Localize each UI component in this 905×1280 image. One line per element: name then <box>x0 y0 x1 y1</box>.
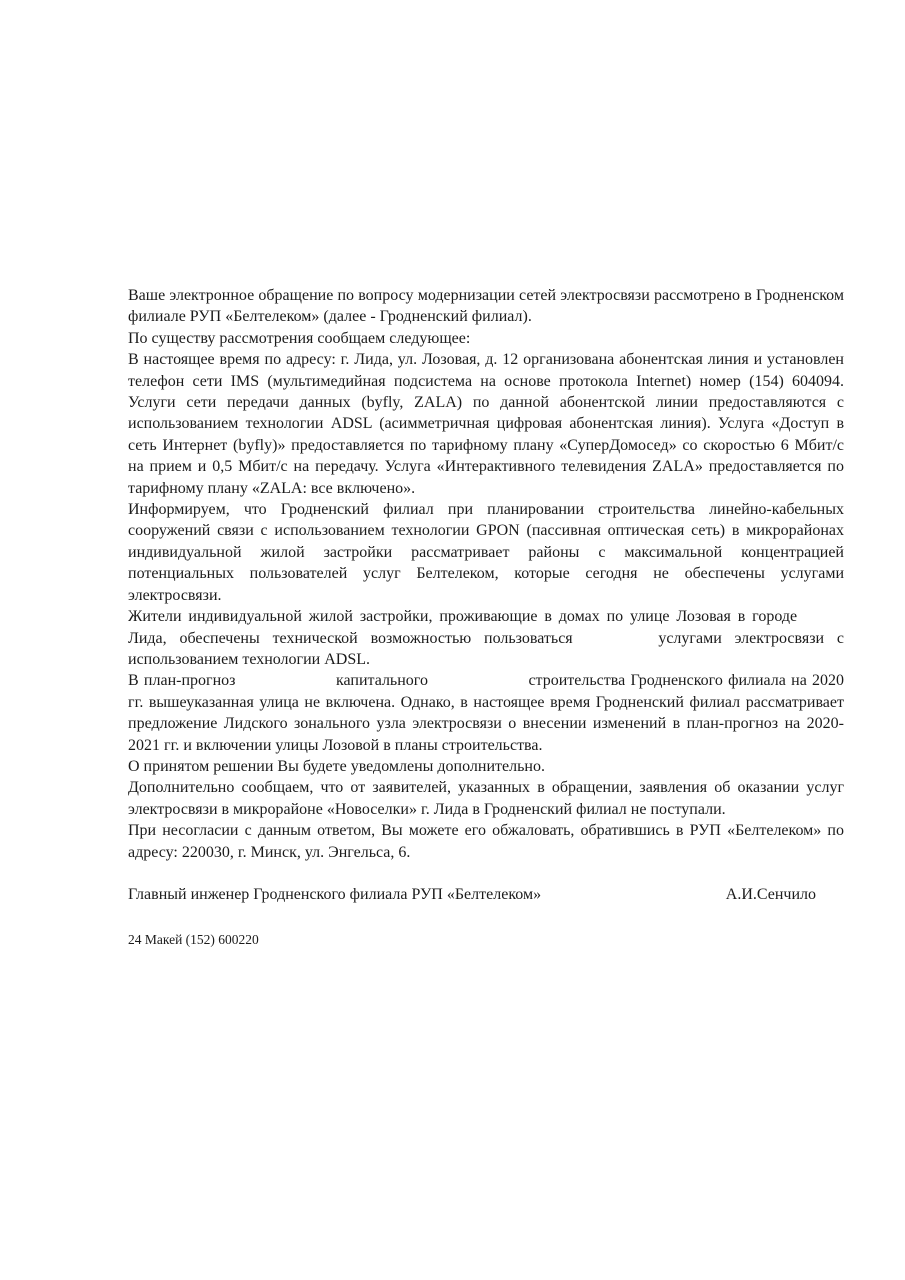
executor-note: 24 Макей (152) 600220 <box>128 932 259 948</box>
paragraph-current-services: В настоящее время по адресу: г. Лида, ул. Лозовая, д. 12 организована абонентская линия и установлен телефон сети IMS (мультимедийная подсистема на основе протокола Internet) номер (154) 604094. Услуги сети передачи данных (byfly, ZALA) по данной абонентской линии предоставляются с использованием технологии ADSL (асимметричная цифровая абонентская линия). Услуга «Доступ в сеть Интернет (byfly)» предоставляется по тарифному плану «СуперДомосед» со скоростью 6 Мбит/с на прием и 0,5 Мбит/с на передачу. Услуга «Интерактивного телевидения ZALA» предоставляется по тарифному плану «ZALA: все включено». <box>128 351 844 497</box>
paragraph-residents <box>128 606 844 670</box>
redaction-gap <box>804 620 844 621</box>
signature-name: А.И.Сенчило <box>725 885 816 903</box>
signature-row <box>128 884 844 905</box>
signature-title: Главный инженер Гродненского филиала РУП «Белтелеком» <box>128 885 542 903</box>
paragraph-substance: По существу рассмотрения сообщаем следующее: <box>128 329 471 347</box>
paragraph-no-applications: Дополнительно сообщаем, что от заявителей, указанных в обращении, заявления об оказании услуг электросвязи в микрорайоне «Новоселки» г. Лида в Гродненский филиал не поступали. <box>128 779 844 818</box>
paragraph-appeal: При несогласии с данным ответом, Вы можете его обжаловать, обратившись в РУП «Белтелеком» по адресу: 220030, г. Минск, ул. Энгельса, 6. <box>128 822 844 861</box>
paragraph-plan-forecast-segment-3: строительства Гродненского филиала на 2020 гг. вышеуказанная улица не включена. Однако, в настоящее время Гродненский филиал рассматривает предложение Лидского зонального узла электросвязи о внесении изменений в план-прогноз на 2020-2021 гг. и включении улицы Лозовой в планы строительства. <box>128 672 845 754</box>
paragraph-residents-segment-1: Жители индивидуальной жилой застройки, проживающие в домах по улице Лозовая в городе <box>128 608 798 626</box>
paragraph-decision-notice: О принятом решении Вы будете уведомлены дополнительно. <box>128 757 545 775</box>
paragraph-residents-segment-3: услугами электросвязи с использованием технологии ADSL. <box>128 629 844 668</box>
paragraph-plan-forecast <box>128 670 844 756</box>
letter-body <box>128 285 844 951</box>
redaction-gap <box>241 684 331 685</box>
paragraph-residents-segment-2: Лида, обеспечены технической возможностью пользоваться <box>128 629 573 647</box>
paragraph-gpon-planning: Информируем, что Гродненский филиал при планировании строительства линейно-кабельных сооружений связи с использованием технологии GPON (пассивная оптическая сеть) в микрорайонах индивидуальной жилой застройки рассматривает районы с максимальной концентрацией потенциальных пользователей услуг Белтелеком, которые сегодня не обеспечены услугами электросвязи. <box>128 501 844 604</box>
paragraph-intro: Ваше электронное обращение по вопросу модернизации сетей электросвязи рассмотрено в Гродненском филиале РУП «Белтелеком» (далее - Гродненский филиал). <box>128 287 844 326</box>
paragraph-plan-forecast-segment-1: В план-прогноз <box>128 672 236 690</box>
redaction-gap <box>433 684 523 685</box>
paragraph-plan-forecast-segment-2: капитального <box>335 672 428 690</box>
redaction-gap <box>585 642 645 643</box>
